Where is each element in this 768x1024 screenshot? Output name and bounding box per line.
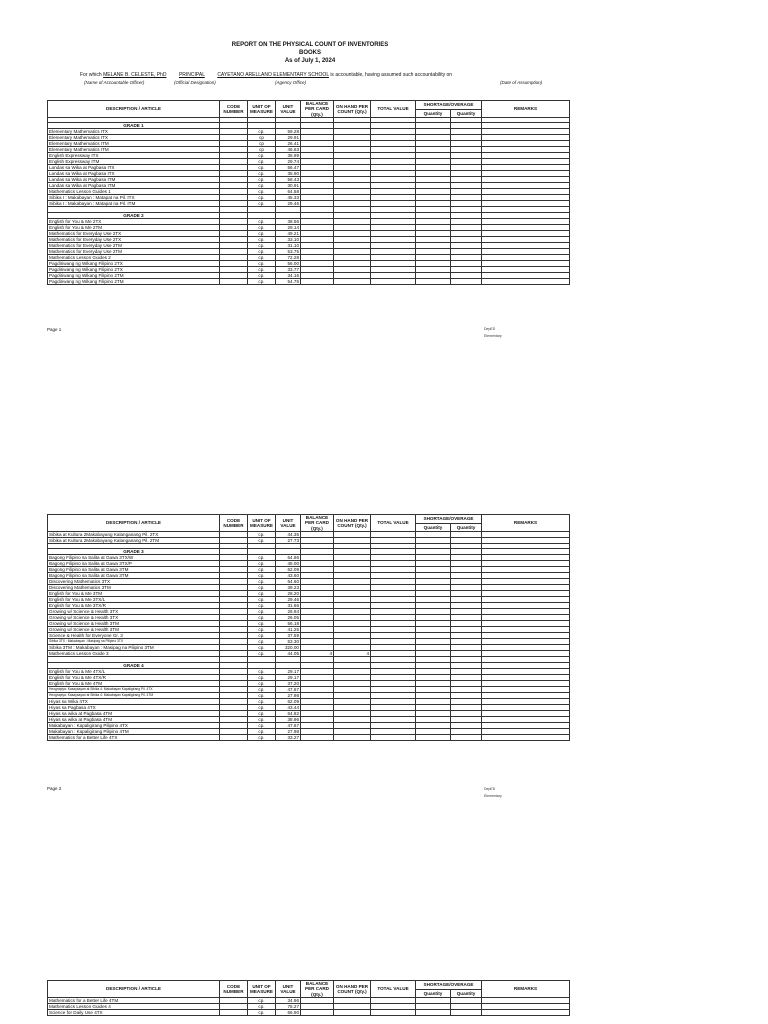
- item-unit-value: 62.09: [276, 698, 301, 704]
- item-unit-value: 56.18: [276, 621, 301, 627]
- col-quantity: Quantity: [451, 523, 482, 532]
- item-unit-value: 31.66: [276, 603, 301, 609]
- item-unit: cp.: [248, 254, 276, 260]
- item-unit-value: 64.58: [276, 189, 301, 195]
- item-unit-value: 54.76: [276, 278, 301, 284]
- item-code: [220, 734, 248, 740]
- item-unit: cp.: [248, 728, 276, 734]
- date-caption: (Date of Assumption): [500, 80, 543, 85]
- item-unit: cp.: [248, 716, 276, 722]
- col-shortage-overage: SHORTAGE/OVERAGE: [416, 515, 482, 524]
- item-description: Sibika at Kultura 2Makabayang Kalanganang Pil. 2TX: [48, 532, 220, 538]
- item-unit: cp.: [248, 266, 276, 272]
- item-unit-value: 29.17: [276, 674, 301, 680]
- stamp-line: Elementary: [484, 794, 502, 798]
- col-quantity: Quantity: [416, 523, 451, 532]
- item-unit: cp.: [248, 171, 276, 177]
- col-unit-of-measure: UNIT OF MEASURE: [248, 515, 276, 532]
- item-unit: cp.: [248, 710, 276, 716]
- item-description: Sibika at Kultura 2Makabayang Kalanganang Pil. 2TM: [48, 538, 220, 544]
- item-unit-value: 38.96: [276, 716, 301, 722]
- inventory-table-page-3: [47, 980, 570, 1016]
- item-unit: cp.: [248, 591, 276, 597]
- inventory-table-page-2: [47, 514, 570, 741]
- item-description: English for You & Me 3TX/R: [48, 603, 220, 609]
- item-unit-value: 29.14: [276, 224, 301, 230]
- item-unit-value: 35.90: [276, 171, 301, 177]
- item-description: Mathematics for a Better Life 4TM: [48, 998, 220, 1004]
- grade-label: GRADE 2: [48, 212, 220, 218]
- col-quantity: Quantity: [416, 109, 451, 118]
- item-balance-qty: [301, 734, 334, 740]
- item-unit: cp.: [248, 680, 276, 686]
- item-unit-value: 34.96: [276, 998, 301, 1004]
- item-unit-value: 75.27: [276, 1004, 301, 1010]
- report-subtitle: BOOKS: [298, 50, 321, 56]
- table-header-row: [48, 101, 570, 110]
- item-unit-value: 28.20: [276, 591, 301, 597]
- item-unit: cp.: [248, 603, 276, 609]
- official-designation: PRINCIPAL: [178, 72, 205, 78]
- table-row: [48, 1010, 570, 1016]
- item-balance-qty: 4: [301, 651, 334, 657]
- table-header-row: [48, 515, 570, 524]
- col-total-value: TOTAL VALUE: [371, 101, 416, 118]
- inventory-table-page-1: [47, 100, 570, 285]
- item-onhand-qty: [334, 734, 371, 740]
- item-unit-value: 26.94: [276, 609, 301, 615]
- item-unit-value: 37.59: [276, 633, 301, 639]
- item-unit: cp.: [248, 230, 276, 236]
- item-unit: cp.: [248, 579, 276, 585]
- item-unit: cp.: [248, 998, 276, 1004]
- col-on-hand-per-count: ON HAND PER COUNT (Qty.): [334, 515, 371, 532]
- item-description: English for You & Me 3TX/L: [48, 597, 220, 603]
- grade-label: GRADE 3: [48, 549, 220, 555]
- table-body: [48, 118, 570, 284]
- item-description: Growing w/ Science & Health 3TX: [48, 615, 220, 621]
- item-unit-value: 320.00: [276, 645, 301, 651]
- item-unit: cp.: [248, 561, 276, 567]
- item-unit: cp.: [248, 645, 276, 651]
- item-shortage-qty: [416, 1010, 451, 1016]
- grade-label: GRADE 4: [48, 662, 220, 668]
- item-unit: cp.: [248, 1010, 276, 1016]
- stamp-line: DepED: [484, 787, 496, 791]
- item-unit: cp.: [248, 189, 276, 195]
- table-body: [48, 998, 570, 1016]
- item-unit: cp.: [248, 177, 276, 183]
- item-unit: cp.: [248, 633, 276, 639]
- item-unit-value: 27.73: [276, 538, 301, 544]
- col-remarks: REMARKS: [482, 101, 570, 118]
- accountability-clause: is accountable, having assumed such accountability on: [330, 72, 453, 78]
- item-description: English for You & Me 2TX: [48, 218, 220, 224]
- item-description: Pagdiriwang ng Wikang Filipino 2TX: [48, 266, 220, 272]
- item-description: Discovering Mathematics 3TX: [48, 579, 220, 585]
- item-unit-value: 56.00: [276, 260, 301, 266]
- item-shortage-qty: [416, 734, 451, 740]
- col-unit-of-measure: UNIT OF MEASURE: [248, 981, 276, 998]
- item-unit: cp.: [248, 236, 276, 242]
- item-remarks: [482, 734, 570, 740]
- col-unit-value: UNIT VALUE: [276, 981, 301, 998]
- table-row: [48, 734, 570, 740]
- report-date: As of July 1, 2024: [284, 58, 336, 64]
- item-description: Sibika 3TM : Makabayan : Masipag na Pilipino 3TM: [48, 645, 220, 651]
- item-remarks: [482, 1010, 570, 1016]
- item-description: Makabayan : Kapaligirang Pilipino 4TM: [48, 728, 220, 734]
- item-total-value: [371, 1010, 416, 1016]
- item-description: Elementary Mathematics ITX: [48, 129, 220, 135]
- item-unit-value: 33.10: [276, 236, 301, 242]
- col-on-hand-per-count: ON HAND PER COUNT (Qty.): [334, 981, 371, 998]
- item-unit: cp.: [248, 183, 276, 189]
- item-unit: cp.: [248, 722, 276, 728]
- officer-caption: (Name of Accountable Officer): [84, 80, 145, 85]
- item-unit-value: 49.21: [276, 230, 301, 236]
- item-total-value: [371, 278, 416, 284]
- item-unit: cp.: [248, 585, 276, 591]
- item-unit: cp.: [248, 129, 276, 135]
- item-shortage-qty: [416, 278, 451, 284]
- item-unit-value: 58.43: [276, 177, 301, 183]
- item-description: Bagong Filipino sa Salita at Gawa 3TX/W: [48, 555, 220, 561]
- item-unit-value: 29.91: [276, 135, 301, 141]
- item-unit: cp.: [248, 165, 276, 171]
- item-description: Mathematics for a Better Life 4TX: [48, 734, 220, 740]
- table-row: [48, 278, 570, 284]
- item-unit-value: 45.00: [276, 561, 301, 567]
- item-description: Elementary Mathematics ITM: [48, 147, 220, 153]
- stamp-line: Elementary: [484, 334, 502, 338]
- accountable-officer: MELANE B. CELESTE, PhD: [103, 72, 167, 78]
- item-description: Sibika I : Makabayan : Matapat na Pil. ITX: [48, 195, 220, 201]
- item-unit-value: 31.10: [276, 242, 301, 248]
- designation-caption: (Official Designation): [174, 80, 216, 85]
- item-unit-value: 33.27: [276, 734, 301, 740]
- item-unit: cp.: [248, 555, 276, 561]
- item-unit-value: 44.35: [276, 532, 301, 538]
- item-unit: cp.: [248, 201, 276, 207]
- item-unit-value: 27.98: [276, 728, 301, 734]
- item-description: Landas sa Wika at Pagbasa ITM: [48, 177, 220, 183]
- item-description: Growing w/ Science & Health 3TX: [48, 609, 220, 615]
- item-unit: cp.: [248, 573, 276, 579]
- item-unit-value: 56.47: [276, 165, 301, 171]
- item-unit-value: 43.44: [276, 704, 301, 710]
- item-unit-value: 33.77: [276, 266, 301, 272]
- item-unit-value: 47.67: [276, 686, 301, 692]
- item-unit: cp.: [248, 692, 276, 698]
- item-unit-value: 59.28: [276, 129, 301, 135]
- item-unit-value: 29.46: [276, 201, 301, 207]
- col-code-number: CODE NUMBER: [220, 515, 248, 532]
- item-unit: cp.: [248, 704, 276, 710]
- item-description: Landas sa Wika at Pagbasa ITX: [48, 165, 220, 171]
- item-description: Mathematics Lesson Guides 4: [48, 1004, 220, 1010]
- item-unit: cp.: [248, 1004, 276, 1010]
- col-unit-value: UNIT VALUE: [276, 101, 301, 118]
- item-description: English Expressway ITX: [48, 153, 220, 159]
- item-unit-value: 37.20: [276, 680, 301, 686]
- item-unit-value: 43.60: [276, 573, 301, 579]
- item-description: Sibika I : Makabayan : Matapat na Pil. ITM: [48, 201, 220, 207]
- item-description: Science for Daily Use 4TX: [48, 1010, 220, 1016]
- item-description: Bagong Filipino sa Salita at Gawa 3TX/P: [48, 561, 220, 567]
- item-description: Mathematics Lesson Guides 1: [48, 189, 220, 195]
- accountability-statement: [80, 72, 640, 79]
- item-unit: cp.: [248, 532, 276, 538]
- item-unit: cp.: [248, 674, 276, 680]
- item-description: English for You & Me 4TM: [48, 680, 220, 686]
- item-description: Mathematics for Everyday Use 2TM: [48, 248, 220, 254]
- item-description: Discovering Mathematics 3TM: [48, 585, 220, 591]
- item-description: English for You & Me 4TX/L: [48, 668, 220, 674]
- item-description: Hiyas sa wika at Pagbasa 4TM: [48, 716, 220, 722]
- item-description: Heograpiya: Kasaysayan at Sibika 4: Makabayan Kapaligirang Pil. 4TM: [48, 692, 220, 698]
- col-balance-per-card: BALANCE PER CARD (Qty.): [301, 515, 334, 532]
- col-description: DESCRIPTION / ARTICLE: [48, 101, 220, 118]
- col-on-hand-per-count: ON HAND PER COUNT (Qty.): [334, 101, 371, 118]
- col-remarks: REMARKS: [482, 515, 570, 532]
- item-description: Mathematics for Everyday Use 2TX: [48, 236, 220, 242]
- item-unit-value: 53.30: [276, 639, 301, 645]
- for-which-label: For which: [80, 72, 102, 78]
- item-unit-value: 72.28: [276, 254, 301, 260]
- item-unit: cp.: [248, 224, 276, 230]
- col-description: DESCRIPTION / ARTICLE: [48, 981, 220, 998]
- item-description: English for You & Me 4TX/R: [48, 674, 220, 680]
- item-onhand-qty: [334, 278, 371, 284]
- item-unit-value: 44.05: [276, 651, 301, 657]
- item-unit: cp.: [248, 651, 276, 657]
- item-unit-value: 39.23: [276, 585, 301, 591]
- item-description: Mathematics Lesson Guides 2: [48, 254, 220, 260]
- item-total-value: [371, 734, 416, 740]
- item-unit-value: 29.46: [276, 597, 301, 603]
- item-unit-value: 29.17: [276, 668, 301, 674]
- col-total-value: TOTAL VALUE: [371, 981, 416, 998]
- table-header-row: [48, 981, 570, 990]
- item-unit: cp.: [248, 159, 276, 165]
- item-unit-value: 62.09: [276, 567, 301, 573]
- page-footer: Page 1: [47, 327, 62, 332]
- stamp-line: DepED: [484, 327, 496, 331]
- item-description: Sibika 3TX : Makabayan : Masipag na Pilipino 3TX: [48, 639, 220, 645]
- item-unit: cp.: [248, 260, 276, 266]
- item-balance-qty: [301, 1010, 334, 1016]
- item-description: Growing w/ Science & Health 3TM: [48, 621, 220, 627]
- item-description: Growing w/ Science & Health 3TM: [48, 627, 220, 633]
- item-unit-value: 27.98: [276, 692, 301, 698]
- item-description: Makabayan : Kapaligirang Pilipino 4TX: [48, 722, 220, 728]
- item-description: Hiyas sa Wika 4TX: [48, 698, 220, 704]
- item-unit: cp.: [248, 242, 276, 248]
- report-title: REPORT ON THE PHYSICAL COUNT OF INVENTORIES: [231, 42, 389, 48]
- item-unit-value: 64.86: [276, 555, 301, 561]
- col-quantity: Quantity: [451, 989, 482, 998]
- item-unit: cp.: [248, 153, 276, 159]
- item-code: [220, 278, 248, 284]
- item-unit-value: 66.90: [276, 1010, 301, 1016]
- item-overage-qty: [451, 1010, 482, 1016]
- item-description: Elementary Mathematics ITM: [48, 141, 220, 147]
- item-description: Mathematics for Everyday Use 2TX: [48, 230, 220, 236]
- item-unit-value: 38.56: [276, 218, 301, 224]
- item-unit-value: 30.91: [276, 183, 301, 189]
- item-unit: cp.: [248, 272, 276, 278]
- item-description: Landas sa Wika at Pagbasa ITX: [48, 171, 220, 177]
- item-description: Landas sa Wika at Pagbasa ITM: [48, 183, 220, 189]
- col-code-number: CODE NUMBER: [220, 981, 248, 998]
- item-unit-value: 26.05: [276, 615, 301, 621]
- col-code-number: CODE NUMBER: [220, 101, 248, 118]
- item-description: Hiyas sa Pagbasa 4TX: [48, 704, 220, 710]
- col-unit-value: UNIT VALUE: [276, 515, 301, 532]
- item-unit: cp.: [248, 597, 276, 603]
- item-code: [220, 1010, 248, 1016]
- item-description: Science & Health for Everyone Gr. 3: [48, 633, 220, 639]
- item-unit-value: 26.41: [276, 141, 301, 147]
- agency-office: CAYETANO ARELLANO ELEMENTARY SCHOOL: [217, 72, 329, 78]
- grade-label: GRADE 1: [48, 123, 220, 129]
- item-unit: cp.: [248, 734, 276, 740]
- office-caption: (Agency Office): [275, 80, 307, 85]
- item-description: Mathematics Lesson Guide 3: [48, 651, 220, 657]
- item-overage-qty: [451, 734, 482, 740]
- item-unit: cp.: [248, 278, 276, 284]
- col-unit-of-measure: UNIT OF MEASURE: [248, 101, 276, 118]
- item-overage-qty: [451, 278, 482, 284]
- col-shortage-overage: SHORTAGE/OVERAGE: [416, 101, 482, 110]
- item-description: Bagong Filipino sa Salita at Gawa 3TM: [48, 567, 220, 573]
- item-unit: cp.: [248, 668, 276, 674]
- item-unit: cp.: [248, 627, 276, 633]
- item-unit-value: 35.99: [276, 153, 301, 159]
- item-unit: cp: [248, 147, 276, 153]
- item-unit-value: 45.33: [276, 195, 301, 201]
- item-unit: cp.: [248, 218, 276, 224]
- col-shortage-overage: SHORTAGE/OVERAGE: [416, 981, 482, 990]
- item-description: Elementary Mathematics ITX: [48, 135, 220, 141]
- item-unit: cp: [248, 135, 276, 141]
- item-description: Hiyas sa wika at Pagbasa 4TM: [48, 710, 220, 716]
- item-unit: cp.: [248, 538, 276, 544]
- col-balance-per-card: BALANCE PER CARD (Qty.): [301, 101, 334, 118]
- item-unit: cp.: [248, 639, 276, 645]
- item-unit: cp.: [248, 195, 276, 201]
- item-description: Pagdiriwang ng Wikang Filipino 2TX: [48, 260, 220, 266]
- item-unit: cp.: [248, 621, 276, 627]
- item-description: Mathematics for Everyday Use 2TM: [48, 242, 220, 248]
- item-description: Heograpiya: Kasaysayan at Sibika 4: Makabayan Kapaligirang Pil. 4TX: [48, 686, 220, 692]
- item-description: English for You & Me 3TM: [48, 591, 220, 597]
- col-remarks: REMARKS: [482, 981, 570, 998]
- item-remarks: [482, 278, 570, 284]
- item-unit: cp.: [248, 567, 276, 573]
- page-footer: Page 2: [47, 786, 62, 791]
- col-quantity: Quantity: [451, 109, 482, 118]
- col-balance-per-card: BALANCE PER CARD (Qty.): [301, 981, 334, 998]
- item-description: Bagong Filipino sa Salita at Gawa 3TM: [48, 573, 220, 579]
- item-unit: cp.: [248, 609, 276, 615]
- item-unit: cp.: [248, 248, 276, 254]
- item-description: English Expressway ITM: [48, 159, 220, 165]
- col-description: DESCRIPTION / ARTICLE: [48, 515, 220, 532]
- item-unit: cp.: [248, 686, 276, 692]
- item-unit: cp.: [248, 615, 276, 621]
- item-description: Pagdiriwang ng Wikang Filipino 2TM: [48, 278, 220, 284]
- item-onhand-qty: [334, 1010, 371, 1016]
- item-unit-value: 34.16: [276, 272, 301, 278]
- item-unit-value: 64.60: [276, 579, 301, 585]
- item-unit-value: 41.25: [276, 627, 301, 633]
- item-description: Pagdiriwang ng Wikang Filipino 2TM: [48, 272, 220, 278]
- item-balance-qty: [301, 278, 334, 284]
- item-unit-value: 64.82: [276, 710, 301, 716]
- item-unit-value: 47.67: [276, 722, 301, 728]
- item-unit: cp: [248, 141, 276, 147]
- col-quantity: Quantity: [416, 989, 451, 998]
- table-body: [48, 532, 570, 740]
- item-unit-value: 53.75: [276, 248, 301, 254]
- item-onhand-qty: 4: [334, 651, 371, 657]
- item-unit: cp.: [248, 698, 276, 704]
- item-unit-value: 46.63: [276, 147, 301, 153]
- item-unit-value: 29.74: [276, 159, 301, 165]
- item-description: English for You & Me 2TM: [48, 224, 220, 230]
- col-total-value: TOTAL VALUE: [371, 515, 416, 532]
